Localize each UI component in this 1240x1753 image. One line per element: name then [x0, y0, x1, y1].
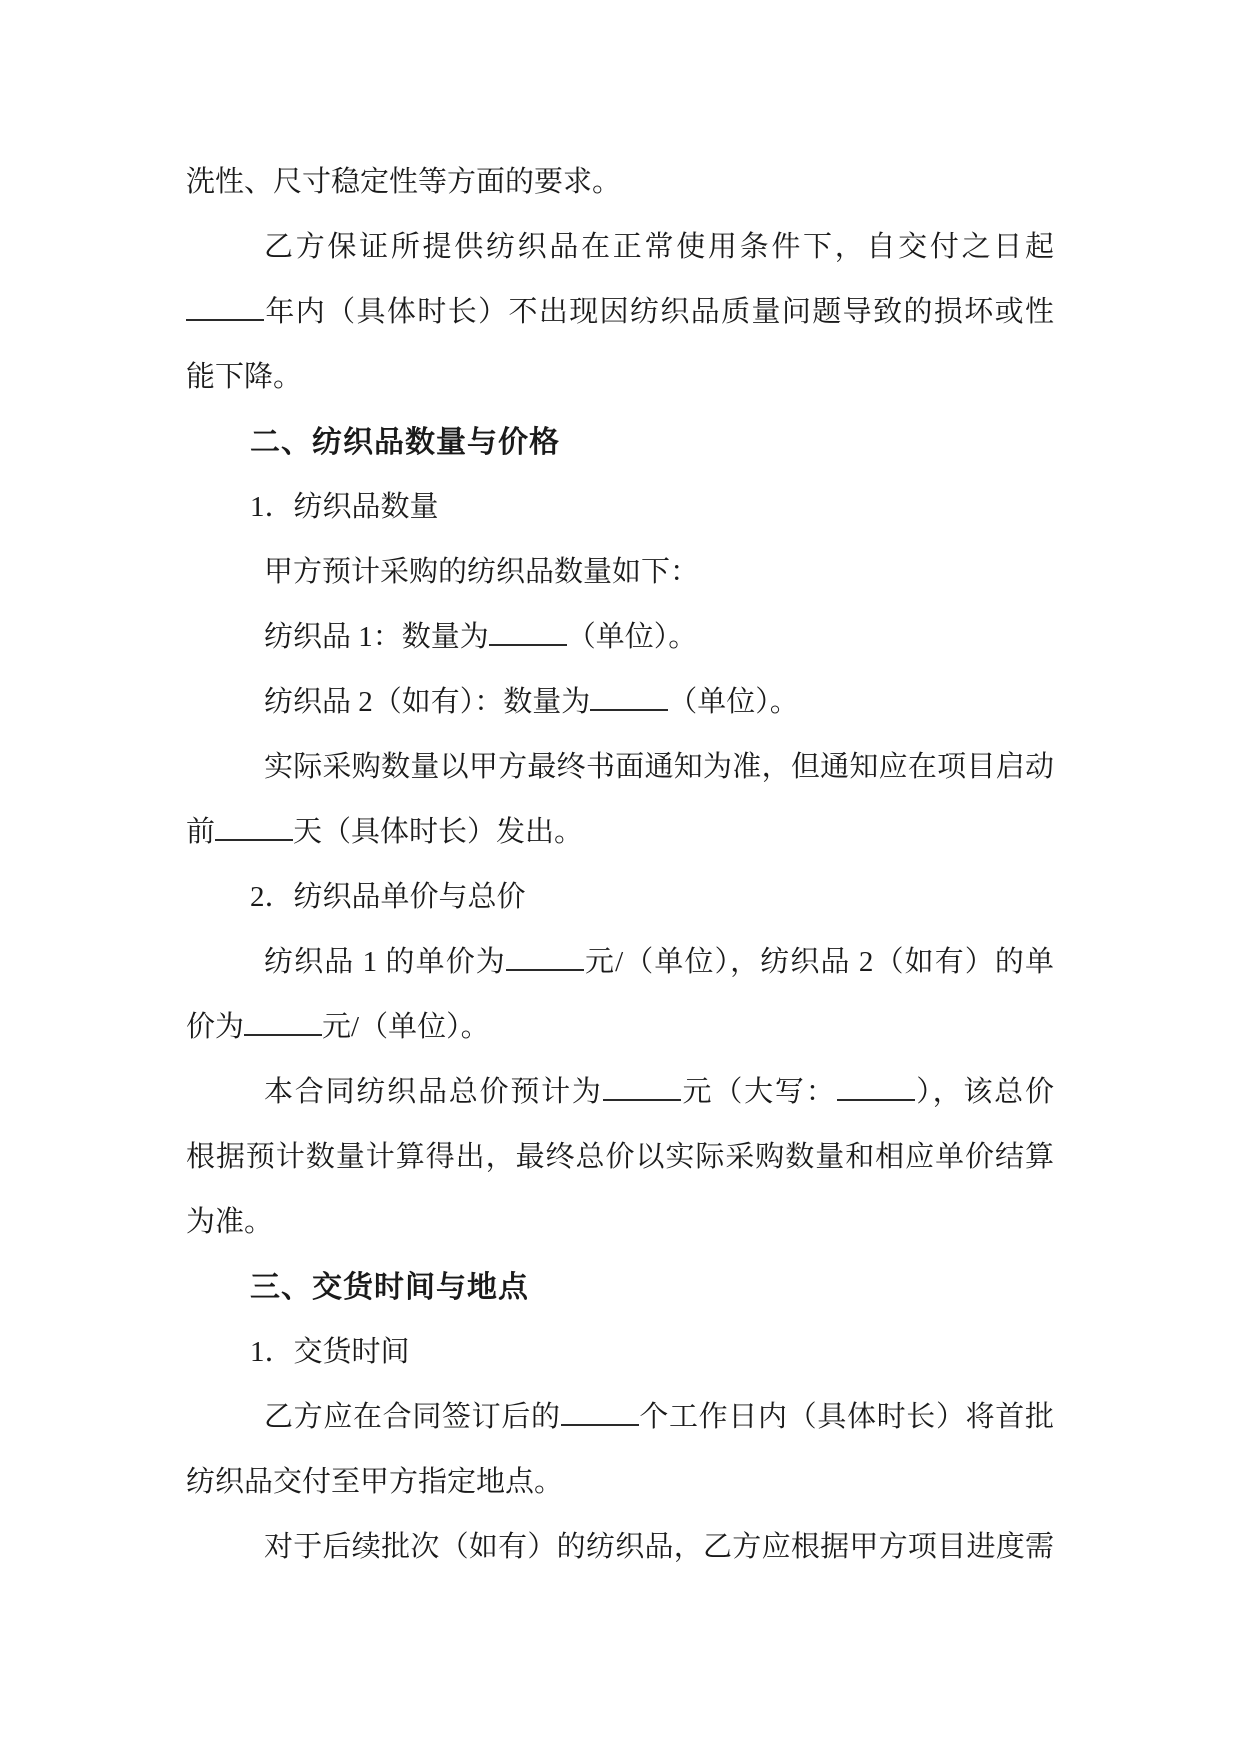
text-line: 价为 元/（单位）。 — [186, 995, 1054, 1060]
text-line: 年内（具体时长）不出现因纺织品质量问题导致的损坏或性 — [186, 280, 1054, 345]
fill-in-blank — [215, 810, 293, 841]
text-line: 甲方预计采购的纺织品数量如下： — [264, 556, 700, 588]
fill-in-blank — [186, 290, 264, 321]
fill-in-blank — [244, 1005, 322, 1036]
text-line: 为准。 — [186, 1206, 274, 1238]
text-line: 实际采购数量以甲方最终书面通知为准，但通知应在项目启动 — [264, 751, 1054, 783]
fill-in-blank — [506, 940, 584, 971]
text-line: 乙方应在合同签订后的 个工作日内（具体时长）将首批 — [186, 1385, 1054, 1450]
contract-body — [186, 150, 1054, 1580]
text-line: 纺织品 1 的单价为 元/（单位），纺织品 2（如有）的单 — [186, 930, 1054, 995]
text-line: 1．交货时间 — [250, 1336, 410, 1368]
text-line: 乙方保证所提供纺织品在正常使用条件下，自交付之日起 — [264, 231, 1054, 263]
text-line: 能下降。 — [186, 361, 303, 393]
text-line: 纺织品 1：数量为 （单位）。 — [186, 605, 1054, 670]
fill-in-blank — [837, 1070, 915, 1101]
fill-in-blank — [561, 1395, 639, 1426]
fill-in-blank — [489, 615, 567, 646]
text-line: 本合同纺织品总价预计为 元（大写： ），该总价 — [186, 1060, 1054, 1125]
section-heading: 三、交货时间与地点 — [250, 1271, 529, 1304]
text-line: 根据预计数量计算得出，最终总价以实际采购数量和相应单价结算 — [186, 1141, 1054, 1173]
text-line: 对于后续批次（如有）的纺织品，乙方应根据甲方项目进度需 — [264, 1531, 1054, 1563]
text-line: 前 天（具体时长）发出。 — [186, 800, 1054, 865]
text-line: 1．纺织品数量 — [250, 491, 439, 523]
text-line: 纺织品 2（如有）：数量为 （单位）。 — [186, 670, 1054, 735]
section-heading: 二、纺织品数量与价格 — [250, 426, 560, 459]
text-line: 洗性、尺寸稳定性等方面的要求。 — [186, 166, 622, 198]
fill-in-blank — [590, 680, 668, 711]
text-line: 2．纺织品单价与总价 — [250, 881, 526, 913]
fill-in-blank — [603, 1070, 681, 1101]
text-line: 纺织品交付至甲方指定地点。 — [186, 1466, 564, 1498]
